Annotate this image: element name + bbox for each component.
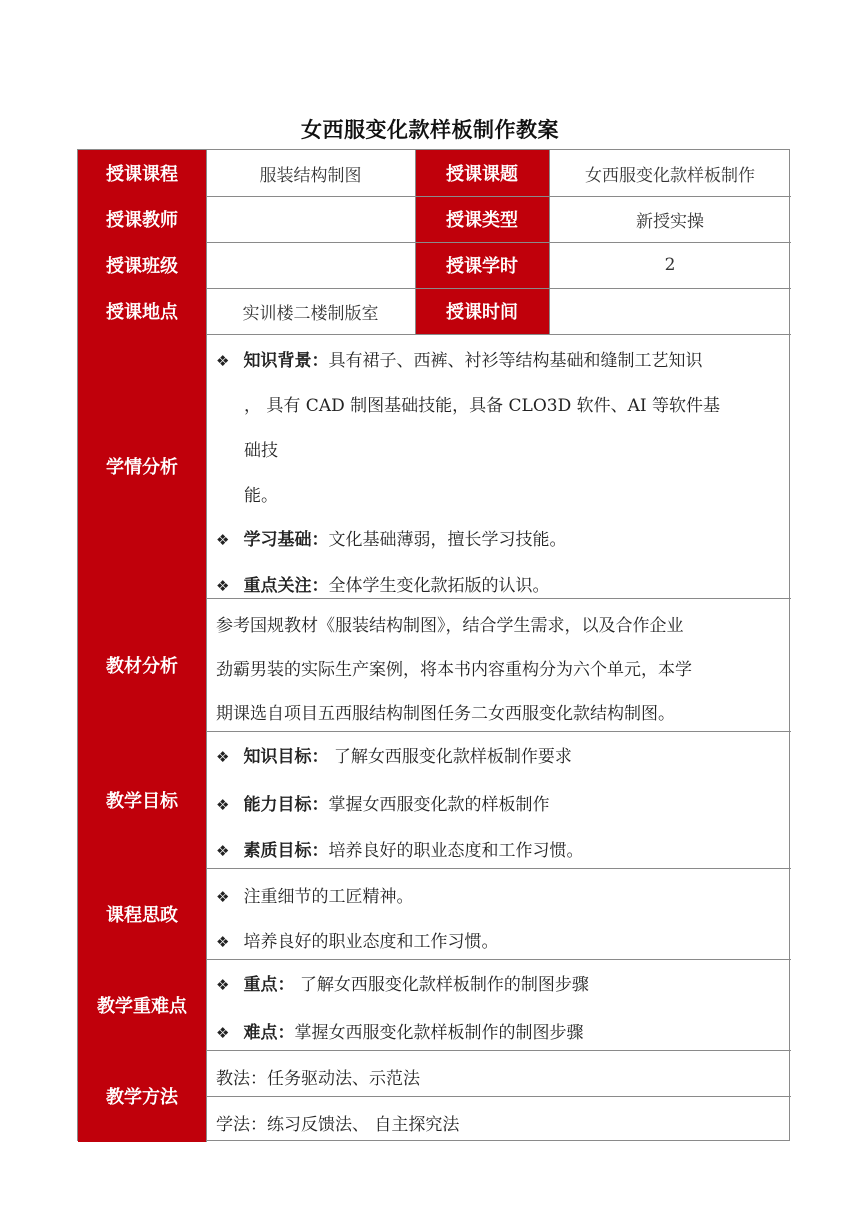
- student-analysis-label: 学情分析: [78, 334, 206, 598]
- time-value: [549, 288, 791, 334]
- place-label: 授课地点: [78, 288, 206, 334]
- methods-label: 教学方法: [78, 1050, 206, 1142]
- diamond-bullet-icon: ❖: [216, 933, 230, 951]
- diamond-bullet-icon: ❖: [216, 352, 230, 370]
- diamond-bullet-icon: ❖: [216, 888, 230, 906]
- lesson-plan-table: [77, 149, 790, 1141]
- ideology-item: ❖ 培养良好的职业态度和工作习惯。: [216, 932, 499, 952]
- teaching-method: 教法：任务驱动法、示范法: [216, 1069, 420, 1089]
- key-points-label: 教学重难点: [78, 959, 206, 1050]
- diamond-bullet-icon: ❖: [216, 842, 230, 860]
- type-label: 授课类型: [415, 196, 549, 242]
- ideology-item: ❖ 注重细节的工匠精神。: [216, 887, 414, 907]
- topic-value: 女西服变化款样板制作: [585, 165, 755, 186]
- student-analysis-text: 础技: [244, 441, 278, 461]
- student-analysis-item: ❖ 重点关注：全体学生变化款拓版的认识。: [216, 576, 550, 596]
- teacher-label: 授课教师: [78, 196, 206, 242]
- material-analysis-line: 参考国规教材《服装结构制图》，结合学生需求，以及合作企业: [216, 616, 684, 636]
- student-analysis-text: ， 具有 CAD 制图基础技能，具备 CLO3D 软件、AI 等软件基: [244, 396, 721, 416]
- course-label: 授课课程: [78, 150, 206, 196]
- diamond-bullet-icon: ❖: [216, 748, 230, 766]
- student-analysis-item: ❖ 知识背景：具有裙子、西裤、衬衫等结构基础和缝制工艺知识: [216, 351, 703, 371]
- class-value: [206, 242, 415, 288]
- key-point-item: ❖ 难点：掌握女西服变化款样板制作的制图步骤: [216, 1023, 584, 1043]
- diamond-bullet-icon: ❖: [216, 577, 230, 595]
- time-label: 授课时间: [415, 288, 549, 334]
- goal-item: ❖ 素质目标：培养良好的职业态度和工作习惯。: [216, 841, 584, 861]
- material-analysis-label: 教材分析: [78, 598, 206, 731]
- place-value: 实训楼二楼制版室: [242, 303, 379, 324]
- learning-method: 学法：练习反馈法、 自主探究法: [216, 1115, 460, 1135]
- student-analysis-text: 能。: [244, 486, 278, 506]
- class-label: 授课班级: [78, 242, 206, 288]
- student-analysis-item: ❖ 学习基础：文化基础薄弱，擅长学习技能。: [216, 530, 567, 550]
- goal-item: ❖ 知识目标： 了解女西服变化款样板制作要求: [216, 747, 572, 767]
- goal-item: ❖ 能力目标：掌握女西服变化款的样板制作: [216, 795, 550, 815]
- type-value: 新授实操: [636, 211, 704, 232]
- page-title: 女西服变化款样板制作教案: [301, 118, 559, 142]
- hours-value: 2: [664, 255, 676, 275]
- diamond-bullet-icon: ❖: [216, 796, 230, 814]
- diamond-bullet-icon: ❖: [216, 1024, 230, 1042]
- ideology-label: 课程思政: [78, 868, 206, 959]
- goals-label: 教学目标: [78, 731, 206, 868]
- hours-label: 授课学时: [415, 242, 549, 288]
- course-value: 服装结构制图: [259, 165, 362, 186]
- teacher-value: [206, 196, 415, 242]
- diamond-bullet-icon: ❖: [216, 976, 230, 994]
- key-point-item: ❖ 重点： 了解女西服变化款样板制作的制图步骤: [216, 975, 589, 995]
- diamond-bullet-icon: ❖: [216, 531, 230, 549]
- material-analysis-line: 劲霸男装的实际生产案例，将本书内容重构分为六个单元，本学: [216, 660, 692, 680]
- material-analysis-line: 期课选自项目五西服结构制图任务二女西服变化款结构制图。: [216, 704, 675, 724]
- topic-label: 授课课题: [415, 150, 549, 196]
